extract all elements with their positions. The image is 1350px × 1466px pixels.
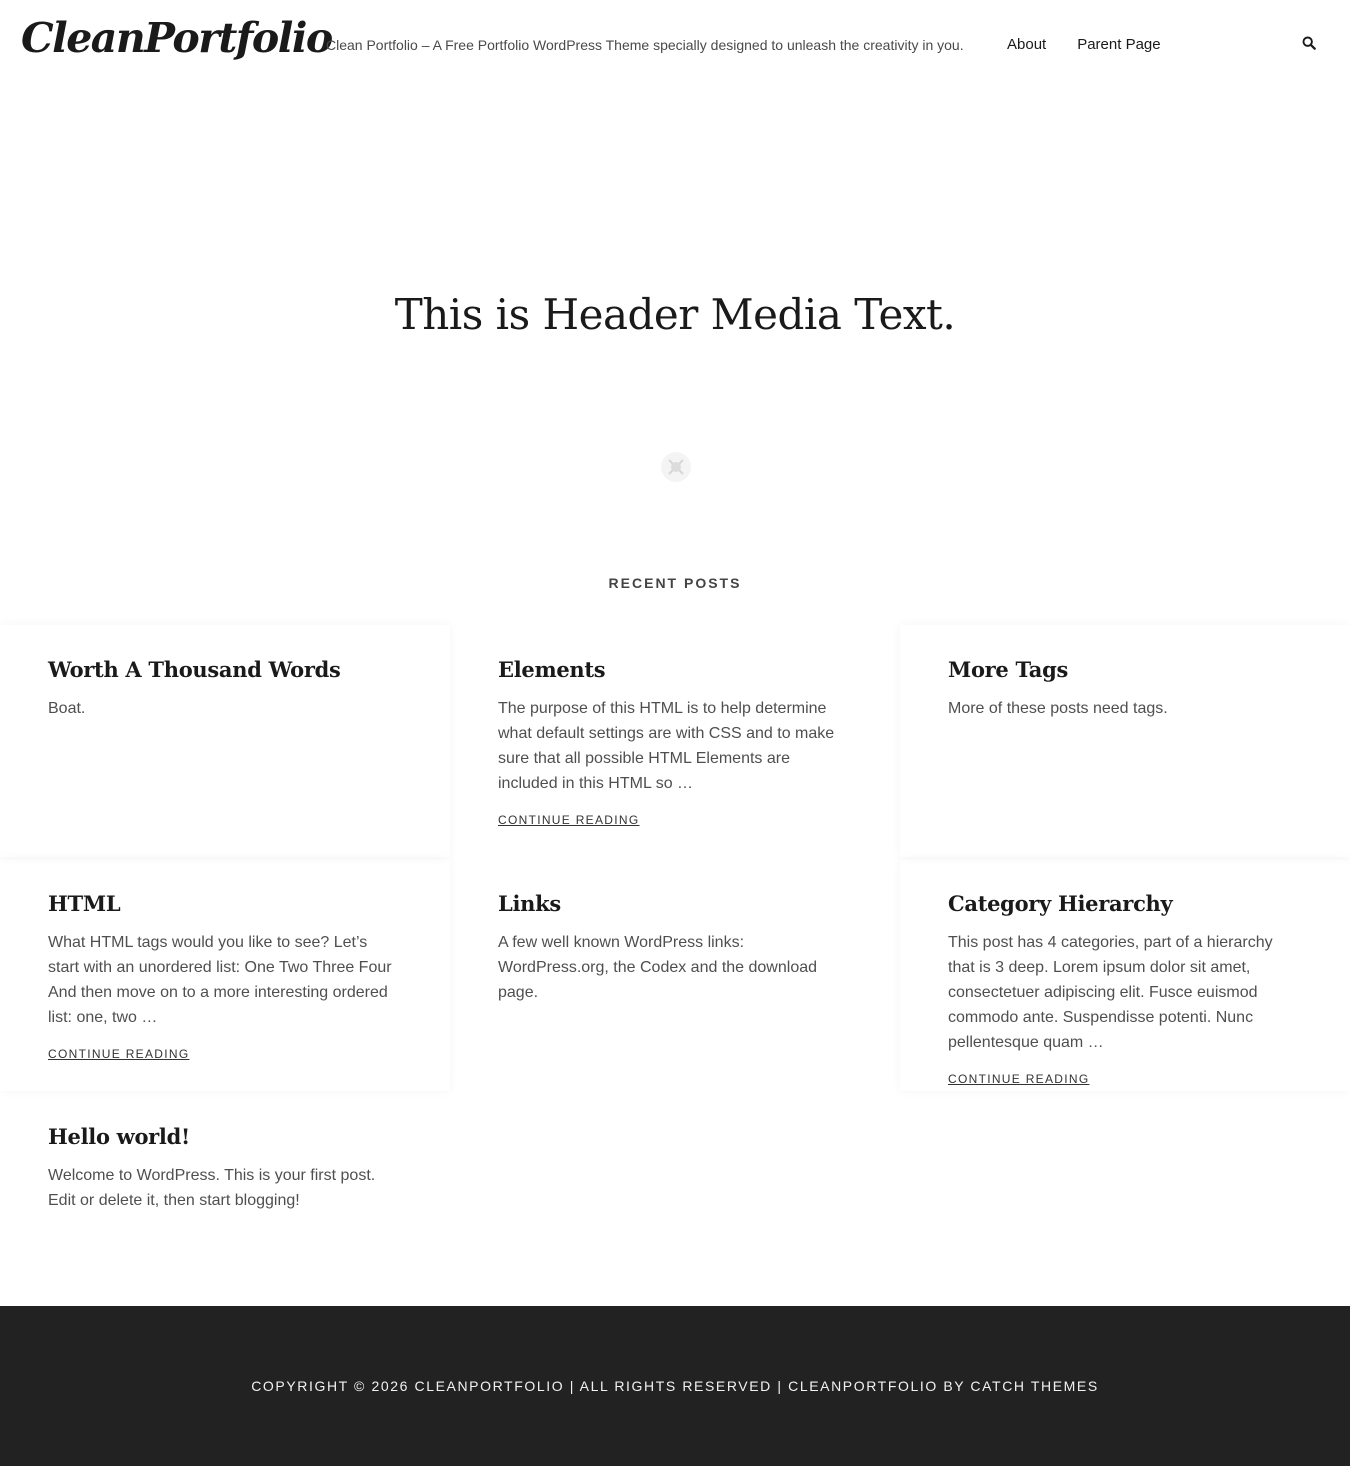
post-card: [900, 625, 1350, 858]
post-excerpt: Boat.: [48, 700, 86, 717]
site-logo[interactable]: CleanPortfolio: [21, 14, 332, 62]
search-button[interactable]: [1302, 36, 1320, 54]
nav-item-parent-page[interactable]: Parent Page: [1077, 36, 1161, 53]
post-card: [0, 625, 450, 858]
post-title[interactable]: HTML: [48, 891, 121, 916]
site-header: [0, 0, 1350, 90]
post-title[interactable]: Hello world!: [48, 1124, 190, 1149]
site-footer: [0, 1306, 1350, 1466]
post-title[interactable]: Elements: [498, 657, 606, 682]
post-title[interactable]: Worth A Thousand Words: [48, 657, 341, 682]
scroll-down-icon[interactable]: [659, 450, 693, 484]
post-excerpt: Welcome to WordPress. This is your first post. Edit or delete it, then start blogging!: [48, 1167, 376, 1209]
post-title[interactable]: More Tags: [948, 657, 1069, 682]
search-icon: [1302, 36, 1316, 50]
post-card: [0, 859, 450, 1091]
nav-item-about[interactable]: About: [1007, 36, 1047, 53]
post-card: [900, 859, 1350, 1091]
post-title[interactable]: Category Hierarchy: [948, 891, 1173, 916]
post-excerpt: This post has 4 categories, part of a hierarchy that is 3 deep. Lorem ipsum dolor sit amet, consectetuer adipiscing elit. Fusce euismod commodo ante. Suspendisse potenti. Nunc pellentesque quam …: [948, 934, 1273, 1051]
continue-reading-link[interactable]: CONTINUE READING: [948, 1072, 1090, 1086]
continue-reading-link[interactable]: CONTINUE READING: [498, 813, 640, 827]
post-excerpt: The purpose of this HTML is to help determine what default settings are with CSS and to make sure that all possible HTML Elements are included in this HTML so …: [498, 700, 835, 792]
post-title[interactable]: Links: [498, 891, 561, 916]
recent-posts-title: RECENT POSTS: [608, 575, 742, 591]
post-card: [450, 625, 900, 858]
continue-reading-link[interactable]: CONTINUE READING: [48, 1047, 190, 1061]
copyright-text: COPYRIGHT © 2026 CLEANPORTFOLIO | ALL RIGHTS RESERVED | CLEANPORTFOLIO BY CATCH THEMES: [251, 1378, 1099, 1394]
post-excerpt: What HTML tags would you like to see? Let’s start with an unordered list: One Two Three Four And then move on to a more interesting ordered list: one, two …: [48, 934, 392, 1026]
post-excerpt: More of these posts need tags.: [948, 700, 1168, 717]
post-card: [450, 859, 900, 1091]
main-navigation: [1007, 36, 1161, 53]
site-tagline: Clean Portfolio – A Free Portfolio WordPress Theme specially designed to unleash the creativity in you.: [326, 37, 964, 53]
post-card: [0, 1092, 450, 1292]
post-excerpt: A few well known WordPress links: WordPress.org, the Codex and the download page.: [498, 934, 818, 1001]
header-media-text: This is Header Media Text.: [394, 290, 956, 339]
